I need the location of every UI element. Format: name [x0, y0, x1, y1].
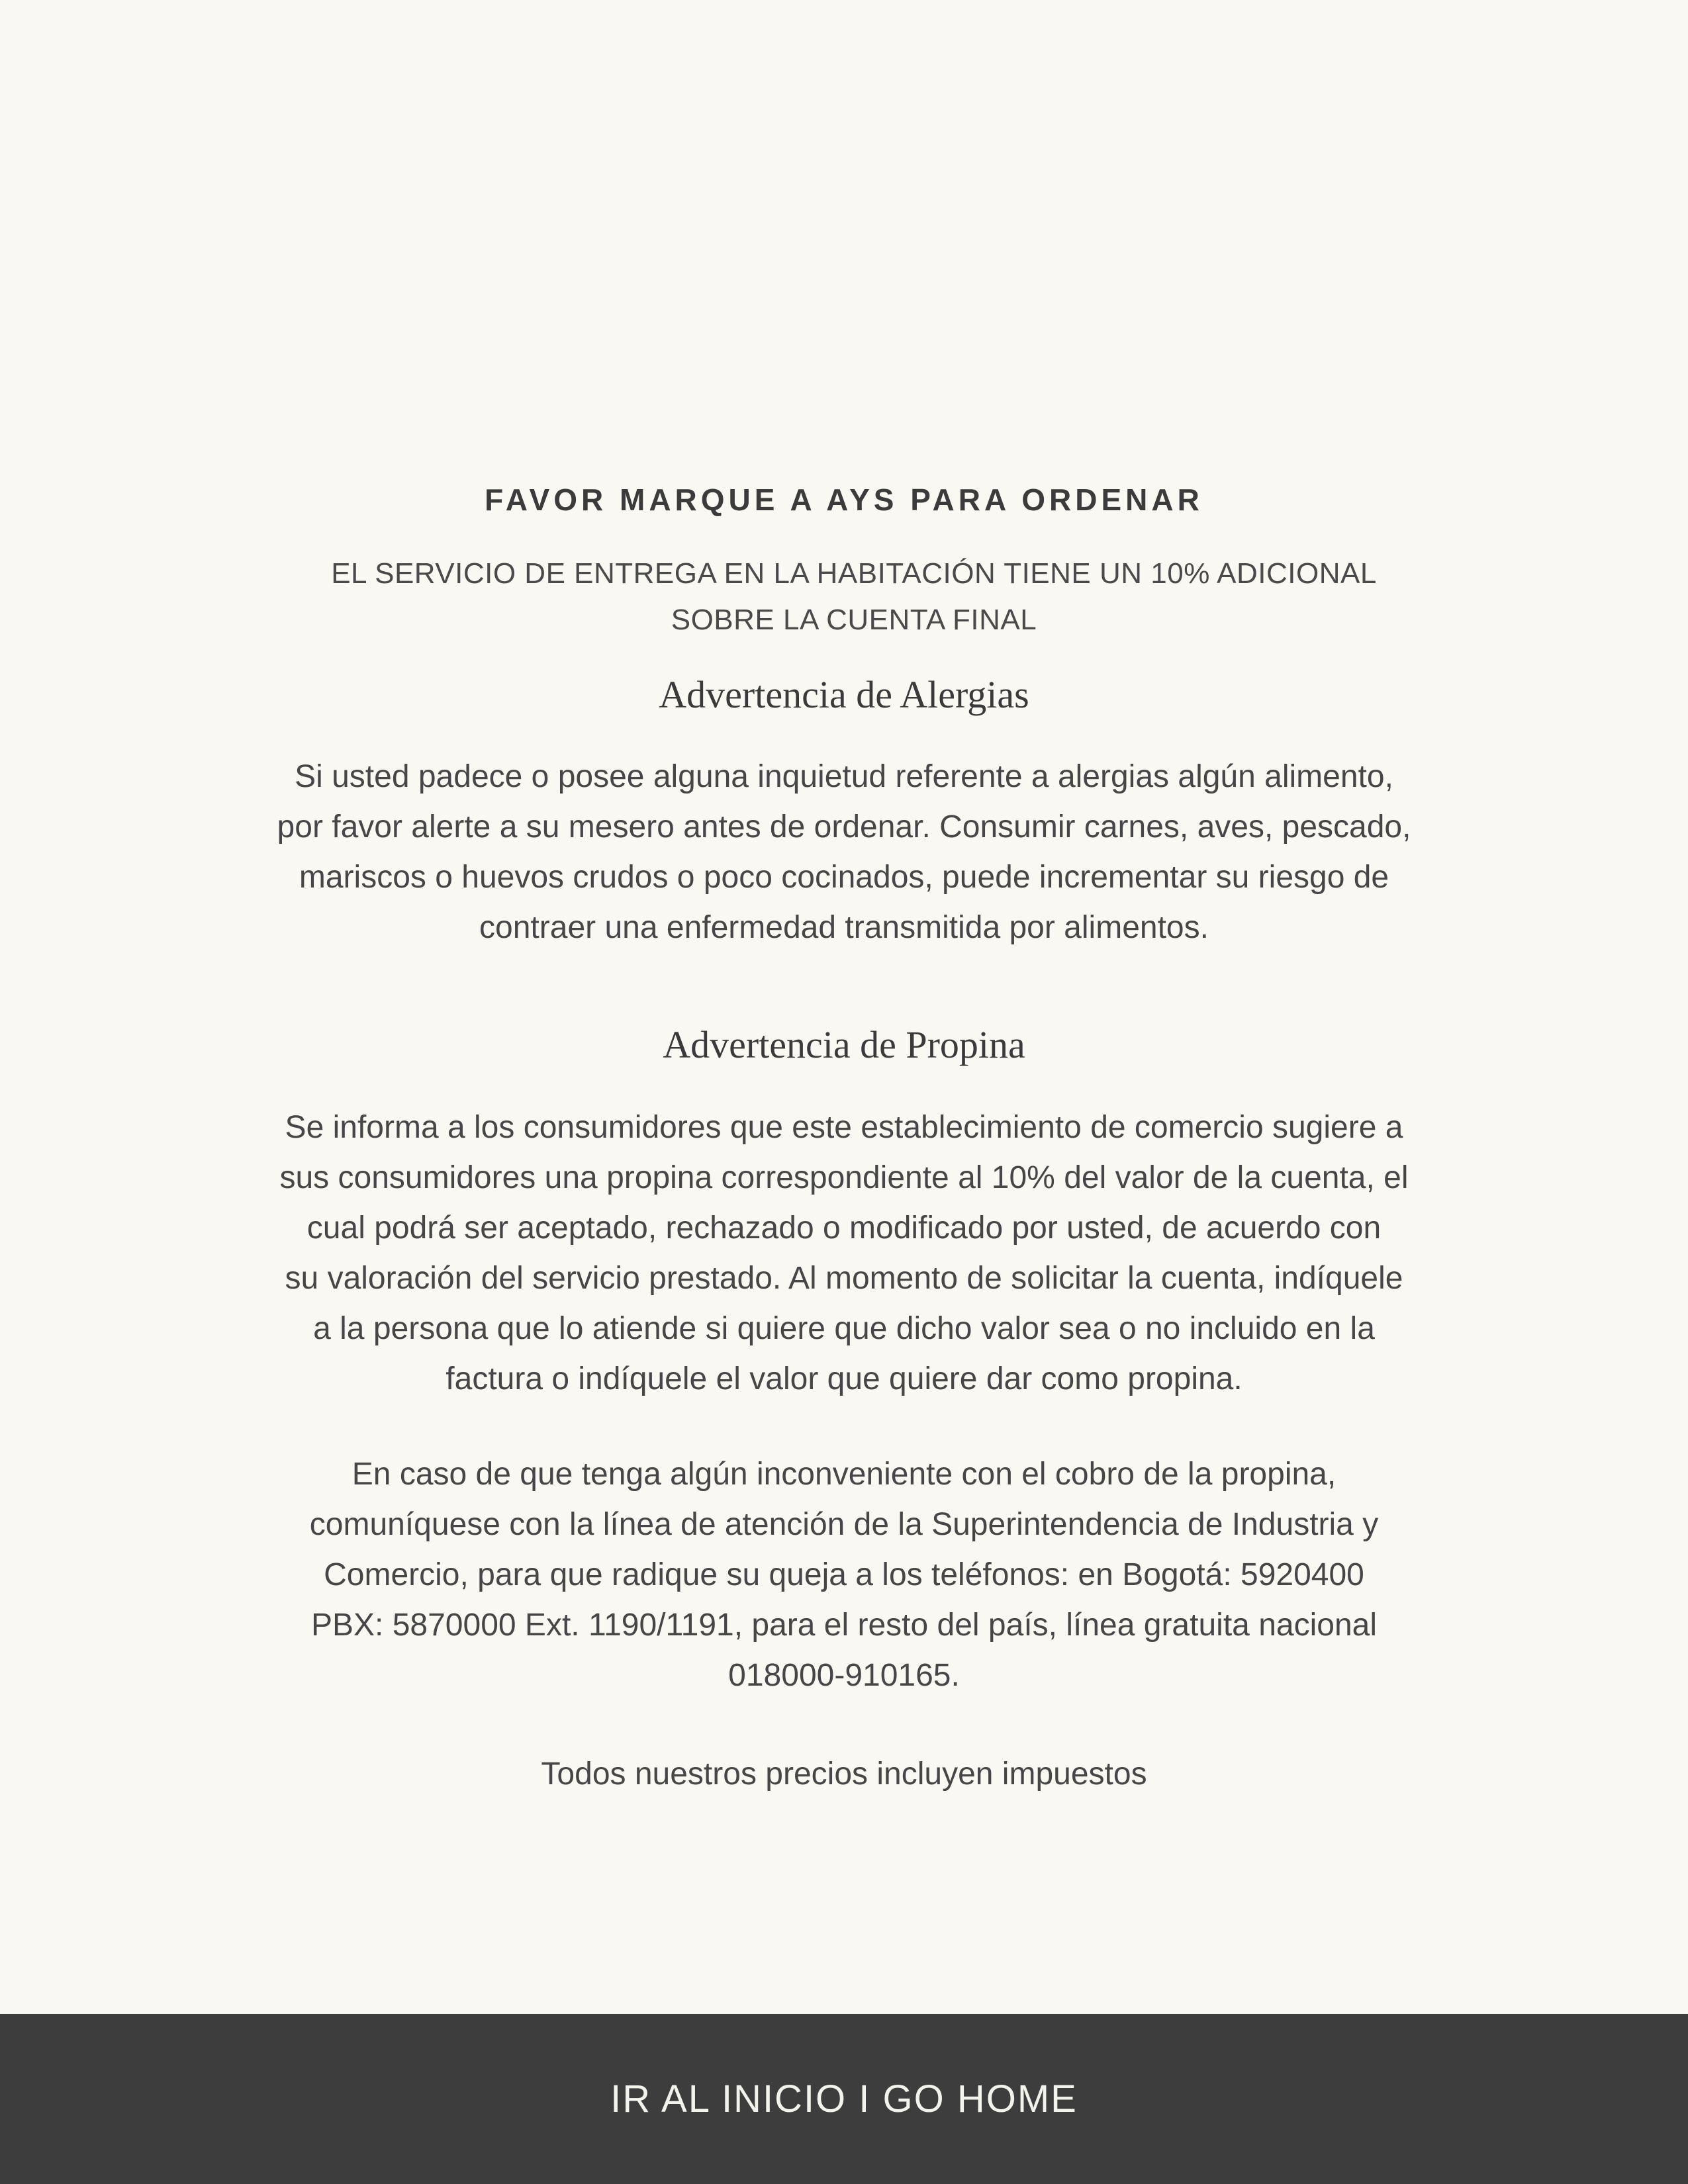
text-line: sus consumidores una propina correspondiente al 10% del valor de la cuenta, el: [279, 1160, 1409, 1195]
go-home-button[interactable]: [0, 2014, 1688, 2184]
go-home-label: IR AL INICIO I GO HOME: [610, 2077, 1078, 2120]
text-line: mariscos o huevos crudos o poco cocinados, puede incrementar su riesgo de: [299, 860, 1389, 895]
tip-complaint-text: [189, 1449, 1499, 1701]
text-line: Si usted padece o posee alguna inquietud referente a alergias algún alimento,: [295, 759, 1393, 794]
text-line: cual podrá ser aceptado, rechazado o modificado por usted, de acuerdo con: [306, 1210, 1382, 1246]
tip-warning-title: Advertencia de Propina: [663, 1023, 1025, 1066]
taxes-note: Todos nuestros precios incluyen impuestos: [541, 1756, 1147, 1792]
text-line: En caso de que tenga algún inconveniente con el cobro de la propina,: [352, 1457, 1336, 1492]
text-line: Se informa a los consumidores que este establecimiento de comercio sugiere a: [285, 1110, 1403, 1145]
text-line: factura o indíquele el valor que quiere dar como propina.: [445, 1361, 1243, 1396]
allergy-warning-text: [189, 752, 1499, 953]
delivery-surcharge-note: [265, 551, 1443, 643]
tip-warning-text: [189, 1103, 1499, 1404]
text-line: contraer una enfermedad transmitida por alimentos.: [479, 910, 1209, 945]
text-line: comuníquese con la línea de atención de la Superintendencia de Industria y: [309, 1507, 1379, 1542]
text-line: Comercio, para que radique su queja a los teléfonos: en Bogotá: 5920400: [324, 1557, 1364, 1592]
allergy-warning-title: Advertencia de Alergias: [659, 673, 1029, 716]
delivery-note-line: SOBRE LA CUENTA FINAL: [671, 604, 1037, 636]
text-line: PBX: 5870000 Ext. 1190/1191, para el resto del país, línea gratuita nacional: [311, 1608, 1377, 1643]
text-line: su valoración del servicio prestado. Al momento de solicitar la cuenta, indíquele: [285, 1261, 1403, 1296]
delivery-note-line: EL SERVICIO DE ENTREGA EN LA HABITACIÓN TIENE UN 10% ADICIONAL: [331, 557, 1377, 590]
text-line: por favor alerte a su mesero antes de ordenar. Consumir carnes, aves, pescado,: [277, 809, 1411, 844]
order-heading: FAVOR MARQUE A AYS PARA ORDENAR: [485, 482, 1203, 517]
text-line: a la persona que lo atiende si quiere que dicho valor sea o no incluido en la: [313, 1311, 1375, 1346]
text-line: 018000-910165.: [728, 1658, 960, 1693]
